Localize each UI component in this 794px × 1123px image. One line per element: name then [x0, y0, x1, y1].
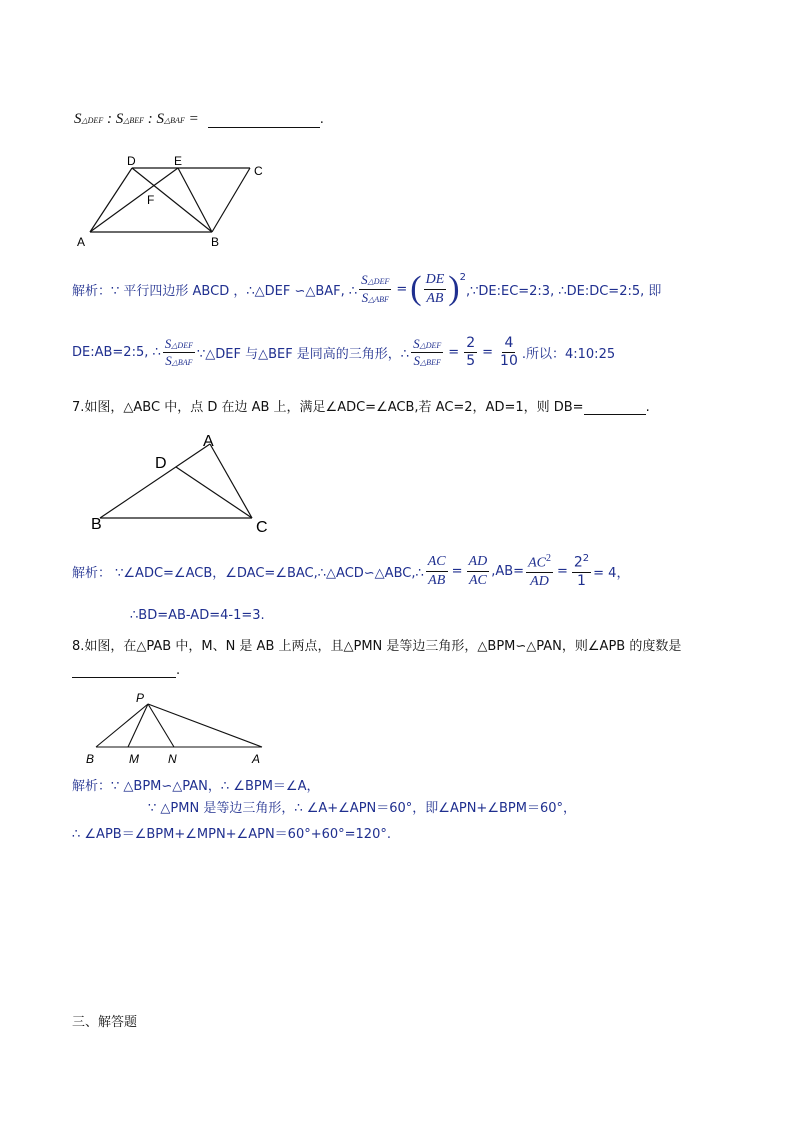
q6-sol2-prefix: DE:AB=2:5, ∴ — [72, 345, 161, 361]
q7-exp-1: 2 — [545, 553, 551, 564]
q7-num-2: 2 — [573, 554, 583, 571]
q7-frac-AD-AC — [467, 554, 490, 588]
q6-frac-S-def-bef: $\frac{\text{S△DEF}}{\text{S△BEF}}$ — [413, 336, 442, 369]
q7-side-AC — [210, 444, 252, 518]
q7-den-AC: AC — [468, 572, 487, 588]
q7-frac-AC2-AD — [526, 553, 553, 589]
q6-label-F: F — [147, 193, 155, 207]
q7-solution-line1 — [72, 553, 629, 589]
q8-question-end: . — [176, 663, 181, 678]
q7-question — [72, 396, 650, 415]
q8-side-PA — [148, 704, 262, 747]
q8-answer-line — [72, 663, 180, 678]
q8-side-PN — [148, 704, 174, 747]
q7-question-text: 7.如图，△ABC 中，点 D 在边 AB 上，满足∠ADC=∠ACB,若 AC=2，AD=1，则 DB= — [72, 400, 584, 415]
q8-side-PM — [128, 704, 148, 747]
q6-frac-4-10 — [498, 336, 520, 370]
q8-label-P: P — [136, 691, 145, 705]
q7-num-AC2: AC — [528, 555, 546, 571]
q6-ratio-line — [74, 108, 324, 128]
q6-den-10: 10 — [500, 353, 518, 370]
q6-eq3: = — [482, 345, 494, 361]
q6-frac-DE-AB — [424, 272, 447, 306]
q6-frac-num-DE: DE — [424, 272, 447, 289]
q6-frac-2-5 — [464, 336, 477, 370]
q7-exp-2: 2 — [582, 553, 590, 564]
q7-sol-mid: ,AB= — [491, 563, 525, 579]
q6-line-DB — [132, 168, 212, 232]
q8-triangle-figure — [80, 690, 280, 770]
q6-frac-den-AB: AB — [426, 290, 444, 306]
q6-parallelogram-figure — [70, 150, 280, 255]
q8-side-BP — [96, 704, 148, 747]
q7-den-AB: AB — [428, 572, 446, 588]
q6-num-4: 4 — [502, 336, 515, 353]
q7-answer-blank — [584, 414, 646, 415]
q7-question-end: . — [645, 400, 650, 415]
q8-label-M: M — [129, 752, 139, 766]
q8-solution-line1: 解析：∵ △BPM∽△PAN，∴ ∠BPM＝∠A， — [72, 779, 320, 794]
q8-answer-blank — [72, 677, 176, 678]
q6-sol2-mid: ∵△DEF 与△BEF 是同高的三角形，∴ — [196, 347, 410, 363]
q6-paren-left: ( — [410, 270, 422, 307]
q8-solution-line3: ∴ ∠APB＝∠BPM+∠MPN+∠APN＝60°+60°=120°. — [72, 827, 391, 842]
q7-label-D: D — [155, 455, 167, 472]
q6-line-AE — [90, 168, 178, 232]
q7-frac-AC-AB — [426, 554, 448, 588]
q8-solution-line2: ∵ △PMN 是等边三角形，∴ ∠A+∠APN＝60°，即∠APN+∠BPM＝60°， — [148, 801, 576, 816]
q6-ratio-end: . — [319, 112, 324, 127]
q6-den-5: 5 — [466, 353, 476, 370]
q7-label-A: A — [203, 433, 214, 450]
q8-label-A: A — [252, 752, 261, 766]
q6-frac-area: $\frac{\text{S△DEF}}{\text{S△ABF}}$ — [361, 272, 390, 305]
q6-sol-prefix: 解析：∵ 平行四边形 ABCD ，∴△DEF ∽△BAF, ∴ — [72, 283, 358, 299]
q7-label-B: B — [91, 516, 102, 533]
q6-frac-S-def-baf: $\frac{\text{S△DEF}}{\text{S△BAF}}$ — [164, 336, 193, 369]
q6-side-CB — [212, 168, 250, 232]
q6-side-AD — [90, 168, 132, 232]
q6-answer-blank — [208, 127, 320, 128]
q7-frac-4-1 — [572, 553, 591, 589]
q6-solution-line2 — [72, 336, 615, 370]
q6-line-EB — [178, 168, 212, 232]
q7-den-1: 1 — [577, 573, 586, 590]
q6-num-2: 2 — [464, 336, 477, 353]
q7-triangle-figure — [86, 428, 276, 540]
q8-label-B: B — [86, 752, 95, 766]
q6-square: 2 — [459, 272, 466, 283]
q6-sol-mid: ,∵DE:EC=2:3, ∴DE:DC=2:5, 即 — [465, 283, 662, 299]
q6-eq1: = — [396, 281, 408, 297]
q7-num-AC: AC — [426, 554, 448, 571]
q7-sol-prefix: 解析： ∵∠ADC=∠ACB，∠DAC=∠BAC,∴△ACD∽△ABC,∴ — [72, 565, 424, 581]
q7-sol-end: = 4， — [593, 565, 630, 581]
q7-den-AD: AD — [530, 574, 549, 590]
q6-ratio-label: S△DEF : S△BEF : S△BAF = — [74, 111, 199, 127]
q6-label-E: E — [174, 154, 183, 168]
q6-label-B: B — [211, 235, 220, 249]
q6-eq2: = — [448, 345, 460, 361]
q7-solution-line2: ∴BD=AB-AD=4-1=3. — [130, 608, 265, 623]
section-heading: 三、解答题 — [72, 1015, 138, 1030]
q8-label-N: N — [168, 752, 177, 766]
q7-label-C: C — [256, 519, 268, 536]
q7-eq1: = — [451, 563, 463, 579]
q6-label-C: C — [254, 164, 263, 178]
q7-num-AD: AD — [467, 554, 490, 571]
q7-eq2: = — [556, 563, 568, 579]
q6-label-D: D — [127, 154, 136, 168]
q6-paren-right: ) — [448, 270, 460, 307]
q6-sol2-end: .所以：4:10:25 — [521, 347, 616, 363]
q6-solution-line1 — [72, 272, 661, 306]
q8-question: 8.如图，在△PAB 中，M、N 是 AB 上两点，且△PMN 是等边三角形，△BPM∽△PAN，则∠APB 的度数是 — [72, 639, 682, 654]
q7-segment-DC — [176, 467, 252, 518]
q6-label-A: A — [77, 235, 86, 249]
